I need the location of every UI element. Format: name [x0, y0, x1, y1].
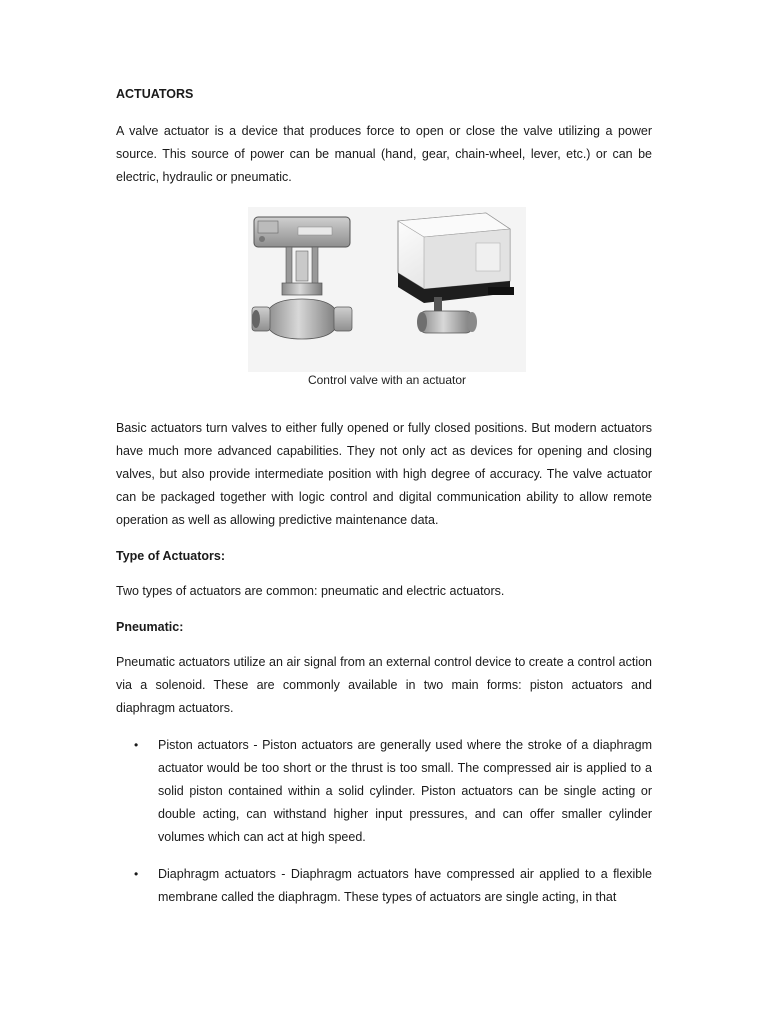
- actuator-figure: [248, 207, 526, 397]
- basic-actuators-paragraph: Basic actuators turn valves to either fully opened or fully closed positions. But modern actuators have much more advanced capabilities. They not only act as devices for opening and closing valves, but also provide intermediate position with high degree of accuracy. The valve actuator can be packaged together with logic control and digital communication ability to allow remote operation as well as allowing predictive maintenance data.: [116, 421, 652, 527]
- page-title: ACTUATORS: [116, 87, 194, 101]
- bullet-icon: •: [134, 738, 139, 752]
- actuator-types-list: [116, 734, 652, 909]
- list-item-text: Piston actuators - Piston actuators are generally used where the stroke of a diaphragm actuator would be too short or the thrust is too small. The compressed air is applied to a solid piston contained within a solid cylinder. Piston actuators can be single acting or double acting, can withstand higher input pressures, and can offer smaller cylinder volumes which can act at high speed.: [158, 738, 652, 844]
- list-item-text: Diaphragm actuators - Diaphragm actuators have compressed air applied to a flexible membrane called the diaphragm. These types of actuators are single acting, in that: [158, 867, 652, 904]
- list-item: [116, 863, 652, 909]
- types-heading: Type of Actuators:: [116, 549, 226, 563]
- control-valve-illustration: [248, 207, 526, 372]
- pneumatic-heading: Pneumatic:: [116, 620, 184, 634]
- types-paragraph: Two types of actuators are common: pneumatic and electric actuators.: [116, 584, 505, 598]
- figure-caption: Control valve with an actuator: [307, 373, 467, 387]
- list-item: [116, 734, 652, 849]
- intro-paragraph: A valve actuator is a device that produces force to open or close the valve utilizing a power source. This source of power can be manual (hand, gear, chain-wheel, lever, etc.) or can be electric, hydraulic or pneumatic.: [116, 124, 652, 184]
- pneumatic-paragraph: Pneumatic actuators utilize an air signal from an external control device to create a control action via a solenoid. These are commonly available in two main forms: piston actuators and diaphragm actuators.: [116, 655, 652, 715]
- bullet-icon: •: [134, 867, 139, 881]
